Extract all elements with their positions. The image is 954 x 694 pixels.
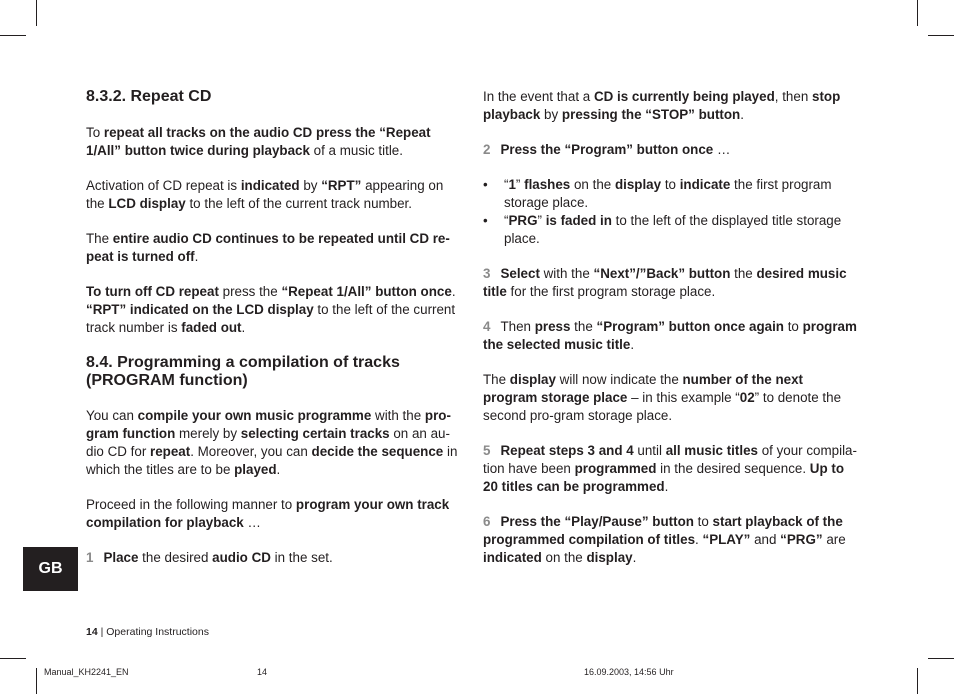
- bold-text: program the selected music title: [483, 319, 857, 352]
- text-run: the: [730, 266, 757, 281]
- paragraph: [86, 177, 463, 213]
- text-run: To: [86, 125, 104, 140]
- bold-text: played: [234, 462, 277, 477]
- step-text: [483, 443, 857, 494]
- text-run: The: [86, 231, 113, 246]
- bold-text: flashes: [524, 177, 571, 192]
- bold-text: CD is currently being played: [593, 89, 775, 104]
- paragraph: [483, 88, 860, 124]
- footer-divider: |: [100, 626, 107, 638]
- text-run: to: [693, 514, 713, 529]
- bold-text: pressing the “STOP” button: [561, 107, 741, 122]
- bold-text: Select: [500, 266, 540, 281]
- step-text: [103, 550, 332, 565]
- text-run: for the first program storage place.: [506, 284, 716, 299]
- language-tab: GB: [23, 547, 78, 591]
- text-run: – in this example “: [627, 390, 740, 405]
- slug-page: 14: [257, 667, 268, 677]
- paragraph: [86, 283, 463, 337]
- text-run: Then: [500, 319, 535, 334]
- step-4: [483, 318, 860, 354]
- bold-text: all music titles: [665, 443, 758, 458]
- bold-text: 1: [508, 177, 516, 192]
- slug-filename: Manual_KH2241_EN: [44, 667, 129, 677]
- step-number: 3: [483, 266, 491, 281]
- text-run: ”: [537, 213, 546, 228]
- text-run: .: [194, 249, 199, 264]
- text-run: .: [241, 320, 246, 335]
- text-run: of your compila-tion have been: [483, 443, 857, 476]
- text-run: ” to denote the second pro-gram storage place.: [483, 390, 842, 423]
- bold-text: 02: [739, 390, 755, 405]
- bullet-item: [483, 176, 860, 212]
- text-run: , then: [774, 89, 812, 104]
- step-6: [483, 513, 860, 567]
- text-run: the first program storage place.: [504, 177, 832, 210]
- text-run: …: [243, 515, 261, 530]
- bold-text: display: [509, 372, 556, 387]
- crop-mark: [917, 0, 918, 26]
- bold-text: Repeat steps 3 and 4: [500, 443, 634, 458]
- bold-text: repeat all tracks on the audio CD press the “Repeat 1/All” button twice during playback: [86, 125, 431, 158]
- step-text: [483, 266, 847, 299]
- text-run: .: [695, 532, 703, 547]
- bold-text: programmed: [574, 461, 657, 476]
- paragraph: [86, 496, 463, 532]
- page-number: 14: [86, 626, 98, 638]
- bold-text: is faded in: [545, 213, 612, 228]
- text-run: to the left of the displayed title storage place.: [504, 213, 842, 246]
- bold-text: desired music title: [483, 266, 847, 299]
- bullet-list: [483, 176, 860, 248]
- step-1: [86, 549, 463, 567]
- bold-text: faded out: [181, 320, 242, 335]
- footer-label: Operating Instructions: [106, 626, 209, 638]
- slug-date: 16.09.2003, 14:56 Uhr: [584, 667, 674, 677]
- text-run: Proceed in the following manner to: [86, 497, 296, 512]
- left-column: [86, 88, 463, 584]
- bold-text: “RPT” indicated on the LCD display: [86, 302, 314, 317]
- text-run: on the: [541, 550, 587, 565]
- text-run: The: [483, 372, 510, 387]
- text-run: by: [299, 178, 322, 193]
- text-run: are: [822, 532, 846, 547]
- text-run: merely by: [175, 426, 241, 441]
- step-5: [483, 442, 860, 496]
- text-run: in the desired sequence.: [656, 461, 810, 476]
- bold-text: audio CD: [212, 550, 271, 565]
- bold-text: “Repeat 1/All” button once: [281, 284, 452, 299]
- step-text: [483, 514, 846, 565]
- bold-text: number of the next program storage place: [483, 372, 804, 405]
- text-run: will now indicate the: [555, 372, 683, 387]
- bold-text: selecting certain tracks: [240, 426, 390, 441]
- text-run: the desired: [138, 550, 213, 565]
- crop-mark: [928, 658, 954, 659]
- text-run: in the set.: [270, 550, 333, 565]
- step-number: 5: [483, 443, 491, 458]
- bold-text: “PRG”: [780, 532, 823, 547]
- text-run: to: [661, 177, 680, 192]
- bold-text: “Next”/”Back” button: [593, 266, 731, 281]
- crop-mark: [917, 668, 918, 694]
- text-run: until: [633, 443, 666, 458]
- text-run: .: [632, 550, 637, 565]
- step-text: [500, 142, 730, 157]
- text-run: to the left of the current track number.: [185, 196, 413, 211]
- bold-text: Up to 20 titles can be programmed: [483, 461, 845, 494]
- bold-text: entire audio CD continues to be repeated until CD re-peat is turned off: [86, 231, 450, 264]
- bold-text: Press the “Program” button once: [500, 142, 714, 157]
- text-run: In the event that a: [483, 89, 594, 104]
- bold-text: stop playback: [483, 89, 841, 122]
- bold-text: PRG: [508, 213, 538, 228]
- text-run: the: [570, 319, 597, 334]
- text-run: Activation of CD repeat is: [86, 178, 241, 193]
- text-run: in which the titles are to be: [86, 444, 458, 477]
- bullet-item: [483, 212, 860, 248]
- paragraph: [483, 371, 860, 425]
- bold-text: LCD display: [108, 196, 186, 211]
- bold-text: program your own track compilation for playback: [86, 497, 450, 530]
- crop-mark: [928, 35, 954, 36]
- right-column: [483, 88, 860, 584]
- text-run: by: [540, 107, 562, 122]
- step-text: [483, 319, 857, 352]
- text-run: to: [783, 319, 803, 334]
- bold-text: indicated: [483, 550, 542, 565]
- bold-text: display: [614, 177, 662, 192]
- step-number: 6: [483, 514, 491, 529]
- step-number: 2: [483, 142, 491, 157]
- section-heading-repeat-cd: 8.3.2. Repeat CD: [86, 88, 212, 105]
- text-run: with the: [539, 266, 594, 281]
- text-run: ”: [515, 177, 525, 192]
- text-run: press the: [218, 284, 282, 299]
- paragraph: [86, 407, 463, 479]
- text-run: . Moreover, you can: [190, 444, 312, 459]
- crop-mark: [0, 35, 26, 36]
- crop-mark: [36, 0, 37, 26]
- text-run: to the left of the current track number is: [86, 302, 456, 335]
- text-run: You can: [86, 408, 138, 423]
- text-run: .: [740, 107, 744, 122]
- text-run: on the: [570, 177, 615, 192]
- bold-text: start playback of the programmed compilation of titles: [483, 514, 843, 547]
- bold-text: repeat: [150, 444, 191, 459]
- crop-mark: [36, 668, 37, 694]
- section-heading-program: 8.4. Programming a compilation of tracks (PROGRAM function): [86, 354, 400, 389]
- step-number: 1: [86, 550, 94, 565]
- bold-text: press: [534, 319, 571, 334]
- bold-text: indicated: [240, 178, 300, 193]
- text-run: on an au-dio CD for: [86, 426, 450, 459]
- bold-text: “RPT”: [321, 178, 362, 193]
- text-run: appearing on the: [86, 178, 444, 211]
- crop-mark: [0, 658, 26, 659]
- bold-text: Press the “Play/Pause” button: [500, 514, 694, 529]
- text-run: and: [750, 532, 781, 547]
- text-run: .: [664, 479, 669, 494]
- text-run: “: [504, 177, 509, 192]
- bold-text: indicate: [679, 177, 731, 192]
- step-3: [483, 265, 860, 301]
- text-run: “: [504, 213, 509, 228]
- bold-text: Place: [103, 550, 139, 565]
- bold-text: display: [586, 550, 633, 565]
- bold-text: compile your own music programme: [137, 408, 372, 423]
- text-run: of a music title.: [309, 143, 403, 158]
- bold-text: pro-gram function: [86, 408, 451, 441]
- page-footer: [86, 626, 209, 638]
- step-number: 4: [483, 319, 491, 334]
- text-run: …: [713, 142, 731, 157]
- text-run: with the: [371, 408, 425, 423]
- step-2: [483, 141, 860, 159]
- bold-text: “PLAY”: [702, 532, 751, 547]
- text-run: .: [276, 462, 281, 477]
- bold-text: To turn off CD repeat: [86, 284, 219, 299]
- paragraph: [86, 230, 463, 266]
- text-run: .: [630, 337, 635, 352]
- text-run: .: [451, 284, 456, 299]
- bold-text: decide the sequence: [311, 444, 444, 459]
- paragraph: [86, 124, 463, 160]
- bold-text: “Program” button once again: [596, 319, 784, 334]
